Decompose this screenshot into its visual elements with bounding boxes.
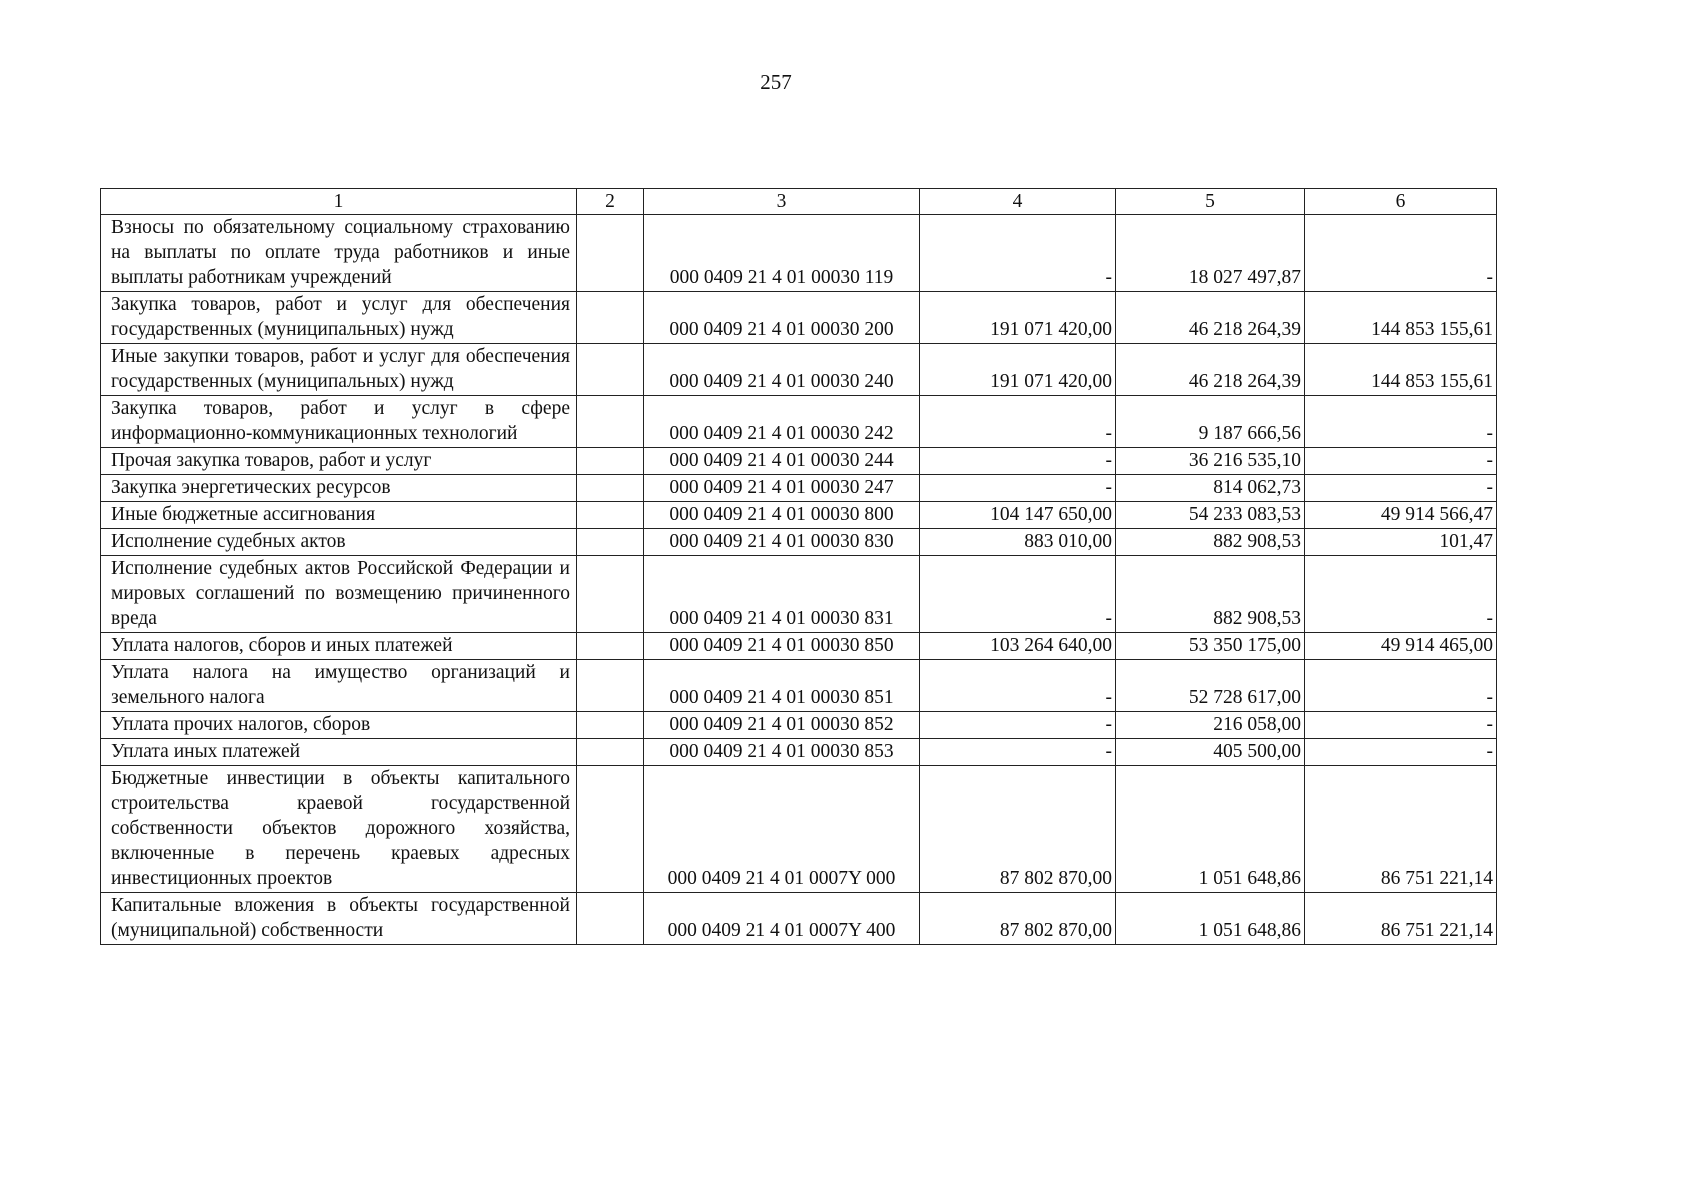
row-value-cell-5: 46 218 264,39 xyxy=(1116,344,1305,396)
row-code-cell: 000 0409 21 4 01 0007Y 400 xyxy=(644,893,920,945)
row-value-cell-5: 9 187 666,56 xyxy=(1116,396,1305,448)
table-header-row xyxy=(101,189,1497,215)
column-header: 2 xyxy=(577,189,644,215)
row-value-cell-6: 101,47 xyxy=(1305,529,1497,556)
row-value-cell-5: 1 051 648,86 xyxy=(1116,766,1305,893)
row-value-cell-4: - xyxy=(920,739,1116,766)
table-row xyxy=(101,766,1497,893)
row-code-cell: 000 0409 21 4 01 00030 831 xyxy=(644,556,920,633)
row-value-cell-6: - xyxy=(1305,660,1497,712)
column-header: 6 xyxy=(1305,189,1497,215)
row-value-cell-6: 86 751 221,14 xyxy=(1305,766,1497,893)
row-value-cell-6: - xyxy=(1305,448,1497,475)
row-code-cell: 000 0409 21 4 01 00030 119 xyxy=(644,215,920,292)
row-value-cell-4: 883 010,00 xyxy=(920,529,1116,556)
row-code-cell: 000 0409 21 4 01 00030 830 xyxy=(644,529,920,556)
table-row xyxy=(101,292,1497,344)
row-value-cell-5: 882 908,53 xyxy=(1116,529,1305,556)
row-value-cell-5: 405 500,00 xyxy=(1116,739,1305,766)
table-row xyxy=(101,215,1497,292)
row-value-cell-4: 191 071 420,00 xyxy=(920,344,1116,396)
row-value-cell-6: - xyxy=(1305,396,1497,448)
row-name-cell: Исполнение судебных актов Российской Федерации и мировых соглашений по возмещению причиненного вреда xyxy=(101,556,577,633)
row-value-cell-4: - xyxy=(920,396,1116,448)
budget-table xyxy=(100,188,1497,945)
row-value-cell-5: 46 218 264,39 xyxy=(1116,292,1305,344)
row-code-cell: 000 0409 21 4 01 00030 852 xyxy=(644,712,920,739)
row-empty-cell xyxy=(577,292,644,344)
row-name-cell: Прочая закупка товаров, работ и услуг xyxy=(101,448,577,475)
table-row xyxy=(101,660,1497,712)
row-value-cell-4: 191 071 420,00 xyxy=(920,292,1116,344)
row-value-cell-5: 882 908,53 xyxy=(1116,556,1305,633)
row-code-cell: 000 0409 21 4 01 00030 240 xyxy=(644,344,920,396)
budget-table-body xyxy=(101,189,1497,945)
row-value-cell-6: - xyxy=(1305,475,1497,502)
row-value-cell-4: - xyxy=(920,475,1116,502)
row-name-cell: Уплата налога на имущество организаций и земельного налога xyxy=(101,660,577,712)
row-value-cell-6: - xyxy=(1305,215,1497,292)
row-empty-cell xyxy=(577,893,644,945)
row-value-cell-6: - xyxy=(1305,739,1497,766)
row-code-cell: 000 0409 21 4 01 00030 244 xyxy=(644,448,920,475)
row-empty-cell xyxy=(577,448,644,475)
row-value-cell-6: 86 751 221,14 xyxy=(1305,893,1497,945)
table-row xyxy=(101,633,1497,660)
row-empty-cell xyxy=(577,529,644,556)
row-value-cell-5: 53 350 175,00 xyxy=(1116,633,1305,660)
row-value-cell-4: 103 264 640,00 xyxy=(920,633,1116,660)
row-value-cell-6: - xyxy=(1305,712,1497,739)
row-value-cell-4: - xyxy=(920,448,1116,475)
row-code-cell: 000 0409 21 4 01 00030 850 xyxy=(644,633,920,660)
row-empty-cell xyxy=(577,660,644,712)
row-value-cell-5: 36 216 535,10 xyxy=(1116,448,1305,475)
row-value-cell-5: 814 062,73 xyxy=(1116,475,1305,502)
column-header: 3 xyxy=(644,189,920,215)
table-row xyxy=(101,475,1497,502)
row-value-cell-5: 216 058,00 xyxy=(1116,712,1305,739)
row-code-cell: 000 0409 21 4 01 00030 800 xyxy=(644,502,920,529)
row-empty-cell xyxy=(577,556,644,633)
row-name-cell: Иные закупки товаров, работ и услуг для обеспечения государственных (муниципальных) нужд xyxy=(101,344,577,396)
row-name-cell: Уплата иных платежей xyxy=(101,739,577,766)
row-value-cell-6: 144 853 155,61 xyxy=(1305,344,1497,396)
row-code-cell: 000 0409 21 4 01 00030 242 xyxy=(644,396,920,448)
table-row xyxy=(101,712,1497,739)
row-name-cell: Уплата прочих налогов, сборов xyxy=(101,712,577,739)
row-value-cell-4: 87 802 870,00 xyxy=(920,893,1116,945)
row-code-cell: 000 0409 21 4 01 00030 247 xyxy=(644,475,920,502)
row-name-cell: Исполнение судебных актов xyxy=(101,529,577,556)
row-code-cell: 000 0409 21 4 01 0007Y 000 xyxy=(644,766,920,893)
row-value-cell-4: - xyxy=(920,215,1116,292)
table-row xyxy=(101,448,1497,475)
row-empty-cell xyxy=(577,475,644,502)
row-empty-cell xyxy=(577,502,644,529)
column-header: 5 xyxy=(1116,189,1305,215)
column-header: 4 xyxy=(920,189,1116,215)
table-row xyxy=(101,344,1497,396)
row-value-cell-6: - xyxy=(1305,556,1497,633)
row-empty-cell xyxy=(577,739,644,766)
row-value-cell-5: 18 027 497,87 xyxy=(1116,215,1305,292)
row-name-cell: Закупка товаров, работ и услуг для обеспечения государственных (муниципальных) нужд xyxy=(101,292,577,344)
row-value-cell-5: 52 728 617,00 xyxy=(1116,660,1305,712)
row-code-cell: 000 0409 21 4 01 00030 853 xyxy=(644,739,920,766)
row-value-cell-6: 49 914 566,47 xyxy=(1305,502,1497,529)
row-code-cell: 000 0409 21 4 01 00030 851 xyxy=(644,660,920,712)
column-header: 1 xyxy=(101,189,577,215)
row-empty-cell xyxy=(577,396,644,448)
row-value-cell-6: 144 853 155,61 xyxy=(1305,292,1497,344)
table-row xyxy=(101,893,1497,945)
table-row xyxy=(101,739,1497,766)
row-name-cell: Закупка энергетических ресурсов xyxy=(101,475,577,502)
row-name-cell: Закупка товаров, работ и услуг в сфере информационно-коммуникационных технологий xyxy=(101,396,577,448)
table-row xyxy=(101,396,1497,448)
row-value-cell-4: 104 147 650,00 xyxy=(920,502,1116,529)
row-name-cell: Бюджетные инвестиции в объекты капитального строительства краевой государственной собственности объектов дорожного хозяйства, включенные в перечень краевых адресных инвестиционных проектов xyxy=(101,766,577,893)
row-name-cell: Уплата налогов, сборов и иных платежей xyxy=(101,633,577,660)
row-empty-cell xyxy=(577,633,644,660)
row-value-cell-5: 1 051 648,86 xyxy=(1116,893,1305,945)
row-value-cell-6: 49 914 465,00 xyxy=(1305,633,1497,660)
row-empty-cell xyxy=(577,766,644,893)
row-empty-cell xyxy=(577,344,644,396)
row-empty-cell xyxy=(577,712,644,739)
row-name-cell: Взносы по обязательному социальному страхованию на выплаты по оплате труда работников и иные выплаты работникам учреждений xyxy=(101,215,577,292)
row-value-cell-5: 54 233 083,53 xyxy=(1116,502,1305,529)
row-code-cell: 000 0409 21 4 01 00030 200 xyxy=(644,292,920,344)
table-row xyxy=(101,502,1497,529)
page-number: 257 xyxy=(760,70,792,94)
table-row xyxy=(101,556,1497,633)
row-value-cell-4: - xyxy=(920,660,1116,712)
table-row xyxy=(101,529,1497,556)
row-name-cell: Капитальные вложения в объекты государственной (муниципальной) собственности xyxy=(101,893,577,945)
row-value-cell-4: - xyxy=(920,712,1116,739)
row-name-cell: Иные бюджетные ассигнования xyxy=(101,502,577,529)
row-value-cell-4: - xyxy=(920,556,1116,633)
row-value-cell-4: 87 802 870,00 xyxy=(920,766,1116,893)
row-empty-cell xyxy=(577,215,644,292)
